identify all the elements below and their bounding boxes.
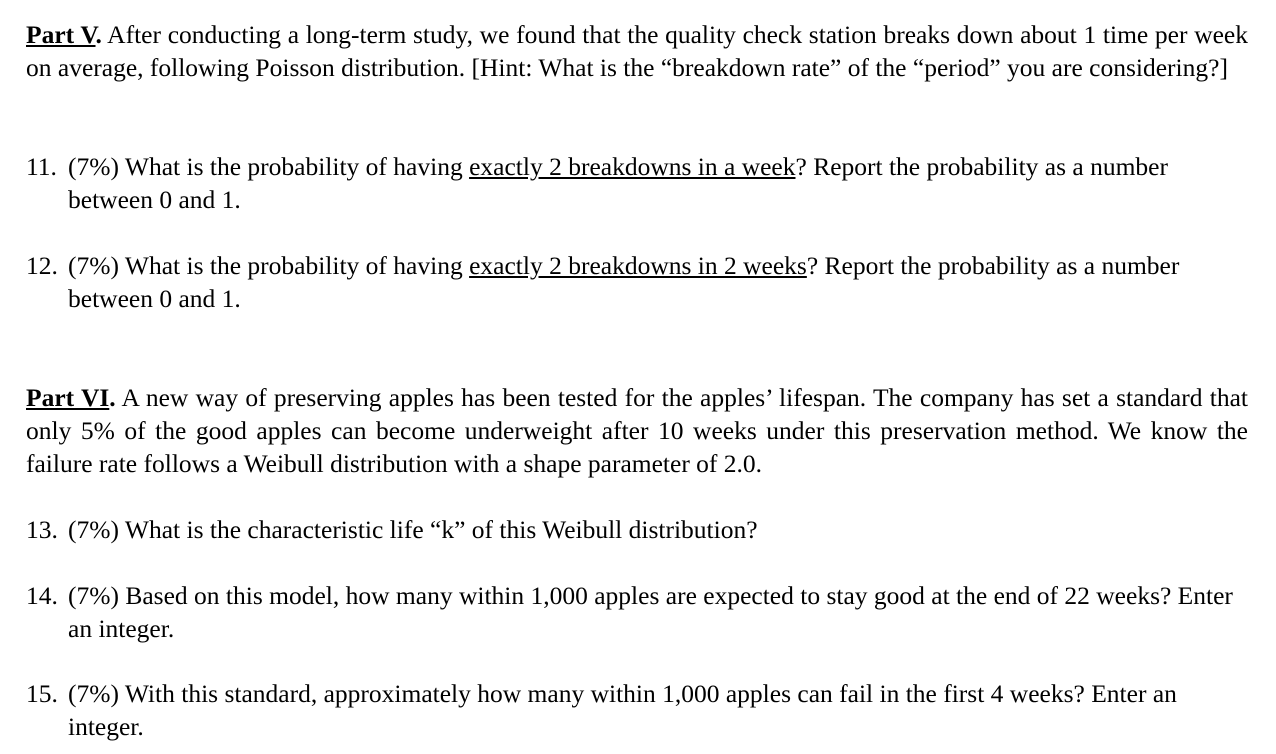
question-11-number: 11.: [26, 152, 57, 181]
question-11-text-post: ? Report the probability as a number between 0 and 1.: [68, 152, 1168, 214]
part-vi-text: A new way of preserving apples has been tested for the apples’ lifespan. The company has set a standard that only 5% of the good apples can become underweight after 10 weeks under this preservation method. We know the failure rate follows a Weibull distribution with a shape parameter of 2.0.: [26, 383, 1248, 478]
part-vi-label: Part VI: [26, 383, 110, 412]
question-13-number: 13.: [26, 515, 58, 544]
question-13: [26, 513, 1248, 546]
question-13-text: (7%) What is the characteristic life “k” of this Weibull distribution?: [68, 515, 758, 544]
part-vi-punct: .: [109, 383, 116, 412]
question-12-underlined: exactly 2 breakdowns in 2 weeks: [469, 251, 807, 280]
question-14-text: (7%) Based on this model, how many within 1,000 apples are expected to stay good at the end of 22 weeks? Enter an integer.: [68, 581, 1233, 643]
question-14-number: 14.: [26, 581, 58, 610]
part-v-label: Part V: [26, 20, 96, 49]
question-12-text-post: ? Report the probability as a number between 0 and 1.: [68, 251, 1180, 313]
question-14: [26, 579, 1248, 645]
question-15: [26, 677, 1248, 743]
question-11: [26, 150, 1248, 216]
question-12-text-pre: (7%) What is the probability of having: [68, 251, 470, 280]
question-12: [26, 249, 1248, 315]
question-15-number: 15.: [26, 679, 58, 708]
part-vi-intro: [26, 381, 1248, 480]
question-12-number: 12.: [26, 251, 58, 280]
part-v-text: After conducting a long-term study, we found that the quality check station breaks down about 1 time per week on average, following Poisson distribution. [Hint: What is the “breakdown rate” of the “period” you are considering?]: [26, 20, 1248, 82]
question-11-underlined: exactly 2 breakdowns in a week: [469, 152, 796, 181]
part-v-intro: [26, 18, 1248, 84]
question-15-text: (7%) With this standard, approximately how many within 1,000 apples can fail in the first 4 weeks? Enter an integer.: [68, 679, 1177, 741]
part-v-punct: .: [95, 20, 102, 49]
question-11-text-pre: (7%) What is the probability of having: [68, 152, 470, 181]
